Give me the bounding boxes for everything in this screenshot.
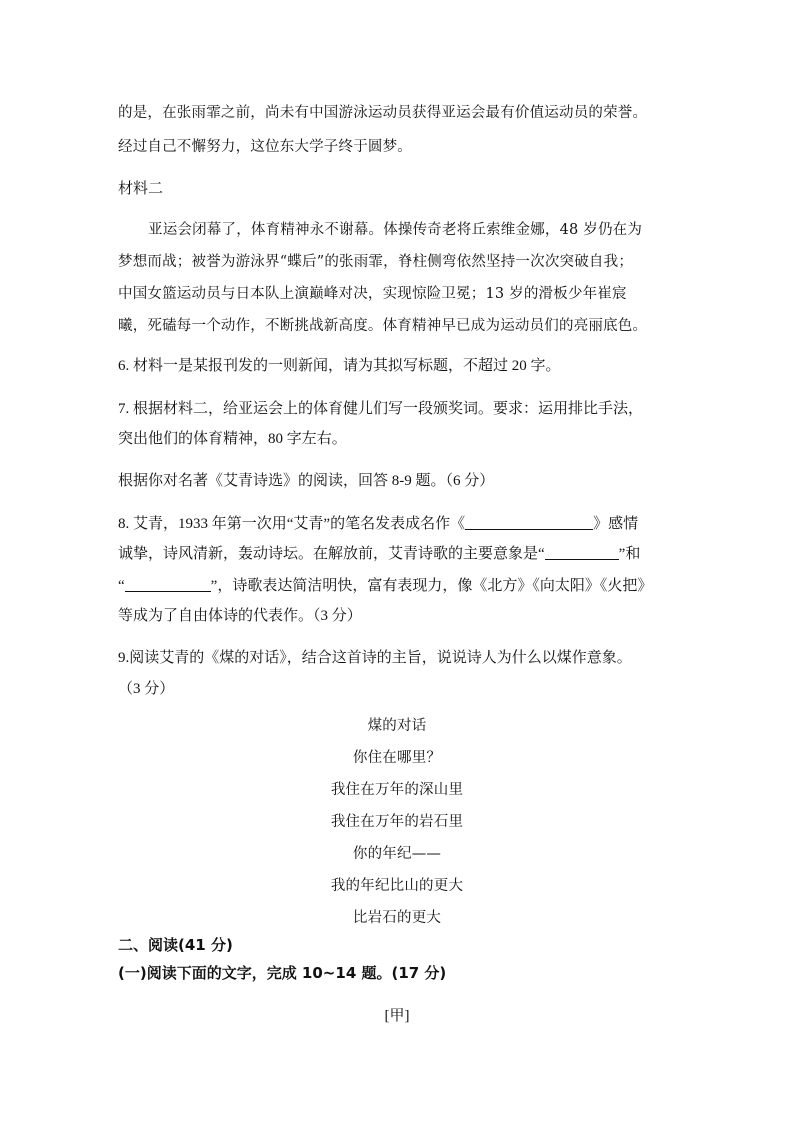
- question-7-line-2: 突出他们的体育精神，80 字左右。: [118, 431, 347, 447]
- q8-text-5: “: [118, 578, 125, 594]
- q8-text-1: 8. 艾青，1933 年第一次用“艾青”的笔名发表成名作《: [118, 516, 466, 532]
- answer-blank-image-2[interactable]: [125, 576, 211, 592]
- question-8-line-1: [118, 512, 638, 533]
- question-8-line-3: [118, 574, 652, 595]
- question-7-line-1: 7. 根据材料二，给亚运会上的体育健儿们写一段颁奖词。要求：运用排比手法，: [118, 401, 644, 417]
- material2-line-2: 梦想而战；被誉为游泳界“蝶后”的张雨霏，脊柱侧弯依然坚持一次次突破自我；: [118, 254, 634, 270]
- question-9-line-1: 9.阅读艾青的《煤的对话》，结合这首诗的主旨，说说诗人为什么以煤作意象。: [118, 650, 632, 666]
- book-intro: 根据你对名著《艾青诗选》的阅读，回答 8-9 题。（6 分）: [118, 473, 495, 489]
- poem-line: 你住在哪里？: [352, 750, 442, 766]
- question-8-line-4: 等成为了自由体诗的代表作。（3 分）: [118, 608, 362, 624]
- answer-blank-masterpiece[interactable]: [465, 514, 593, 530]
- material2-line-3: 中国女篮运动员与日本队上演巅峰对决，实现惊险卫冕；13 岁的滑板少年崔宸: [118, 286, 627, 302]
- q8-text-4: ”和: [618, 546, 641, 562]
- poem-line: 我住在万年的深山里: [330, 782, 464, 798]
- poem-line: 我的年纪比山的更大: [330, 878, 464, 894]
- question-9-line-2: （3 分）: [118, 681, 175, 697]
- poem-line: 比岩石的更大: [352, 910, 442, 926]
- material2-line-1: 亚运会闭幕了，体育精神永不谢幕。体操传奇老将丘索维金娜，48 岁仍在为: [148, 222, 643, 238]
- poem-title: 煤的对话: [367, 718, 427, 734]
- poem-line: 你的年纪——: [352, 846, 442, 862]
- q8-text-6: ”，诗歌表达简洁明快，富有表现力，像《北方》《向太阳》《火把》: [210, 578, 653, 594]
- question-6: 6. 材料一是某报刊发的一则新闻，请为其拟写标题，不超过 20 字。: [118, 358, 561, 374]
- poem-line: 我住在万年的岩石里: [330, 814, 464, 830]
- q8-text-3: 诚挚，诗风清新，轰动诗坛。在解放前，艾青诗歌的主要意象是“: [118, 546, 545, 562]
- passage-mark: [甲]: [384, 1008, 410, 1024]
- section-2-subheading: (一)阅读下面的文字，完成 10~14 题。(17 分): [118, 964, 447, 982]
- question-8-line-2: [118, 542, 640, 563]
- q8-text-2: 》感情: [593, 516, 639, 532]
- material2-heading: 材料二: [118, 181, 164, 197]
- material1-line-2: 经过自己不懈努力，这位东大学子终于圆梦。: [118, 139, 412, 155]
- material1-line-1: 的是，在张雨霏之前，尚未有中国游泳运动员获得亚运会最有价值运动员的荣誉。: [118, 105, 648, 121]
- answer-blank-image-1[interactable]: [545, 544, 619, 560]
- material2-line-4: 曦，死磕每一个动作，不断挑战新高度。体育精神早已成为运动员们的亮丽底色。: [118, 318, 648, 334]
- section-2-heading: 二、阅读(41 分): [118, 936, 233, 954]
